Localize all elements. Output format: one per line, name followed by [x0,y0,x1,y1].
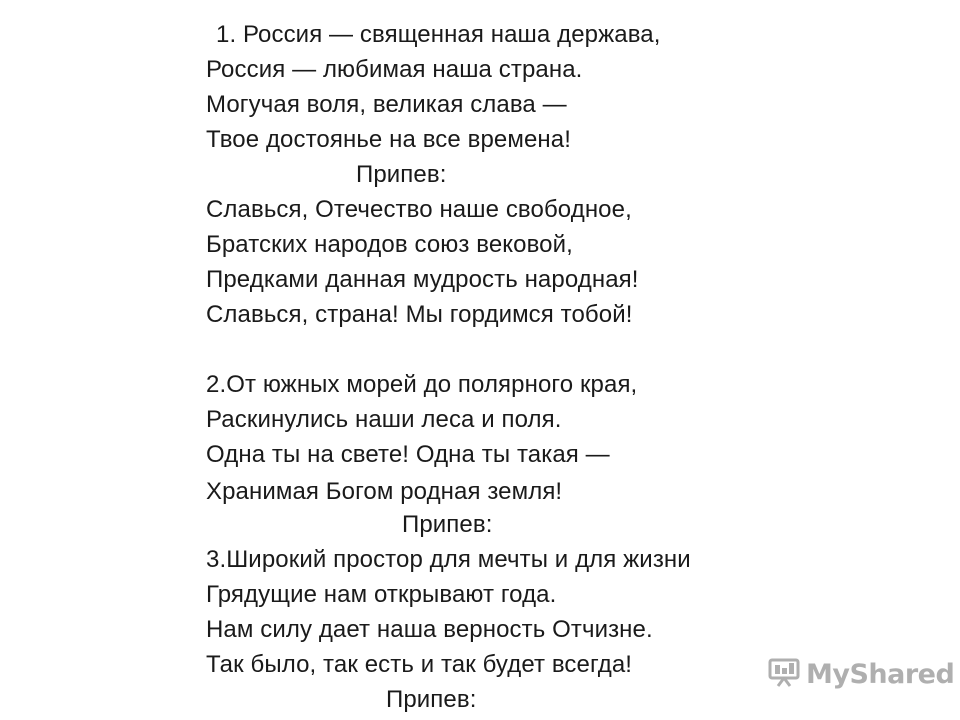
refrain-line3: Предками данная мудрость народная! [206,266,639,293]
watermark-text: MyShared [806,658,955,690]
verse1-line1: 1. Россия — священная наша держава, [216,21,661,48]
verse2-line4: Хранимая Богом родная земля! [206,478,563,505]
refrain-label-2: Припев: [402,511,493,538]
myshared-watermark [768,656,954,692]
verse1-line4: Твое достоянье на все времена! [206,126,571,153]
verse3-line3: Нам силу дает наша верность Отчизне. [206,616,653,643]
verse3-line2: Грядущие нам открывают года. [206,581,557,608]
verse3-line1: 3.Широкий простор для мечты и для жизни [206,546,691,573]
verse2-line2: Раскинулись наши леса и поля. [206,406,562,433]
verse1-line3: Могучая воля, великая слава — [206,91,567,118]
presentation-screen-icon [768,657,800,692]
verse2-line1: 2.От южных морей до полярного края, [206,371,638,398]
refrain-line2: Братских народов союз вековой, [206,231,573,258]
verse1-line2: Россия — любимая наша страна. [206,56,583,83]
verse3-line4: Так было, так есть и так будет всегда! [206,651,633,678]
refrain-line4: Славься, страна! Мы гордимся тобой! [206,301,633,328]
verse2-line3: Одна ты на свете! Одна ты такая — [206,441,610,468]
refrain-label-1: Припев: [356,161,447,188]
refrain-label-3: Припев: [386,686,477,713]
refrain-line1: Славься, Отечество наше свободное, [206,196,632,223]
